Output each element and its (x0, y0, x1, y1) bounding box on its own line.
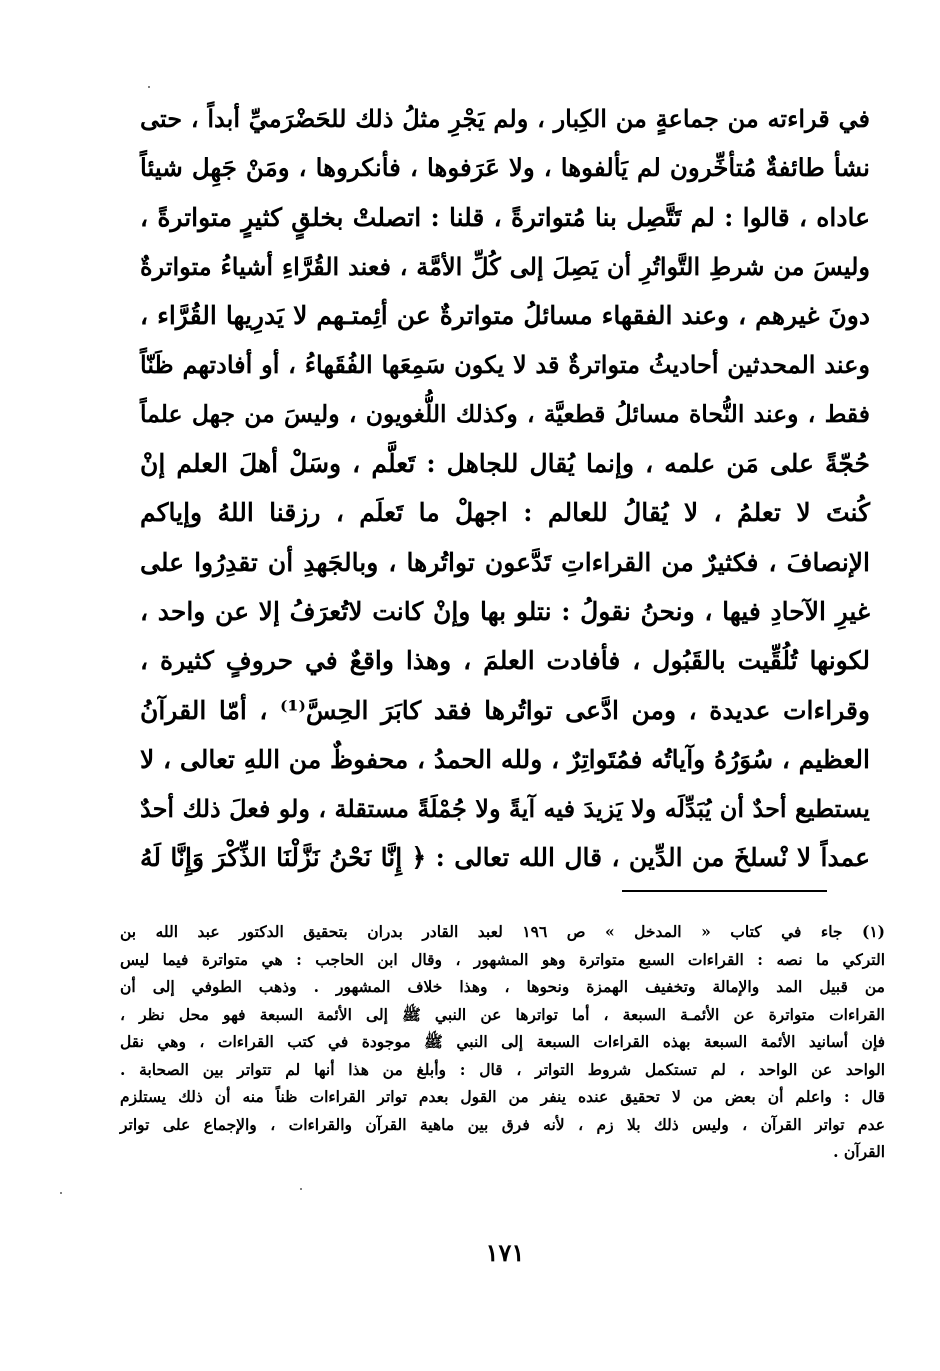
body-line: غيرِ الآحادِ فيها ، ونحنُ نقولُ : نتلو بها وإنْ كانت لاتُعرَفُ إلا عن واحد ، (140, 596, 870, 626)
body-line: دونَ غيرهم ، وعند الفقهاء مسائلُ متواترةٌ عن أئِمتـهم لا يَدرِيها القُرَّاء ، (140, 301, 870, 331)
body-line: كُنتَ لا تعلمُ ، لا يُقالُ للعالم : اجهلْ ما تَعلَم ، رزقنا اللهُ وإياكم (140, 498, 870, 528)
page-number: ١٧١ (485, 1238, 525, 1267)
body-line: وليسَ من شرطِ التَّواتُرِ أن يَصِلَ إلى كُلِّ الأمَّة ، فعند القُرَّاءِ أشياءُ متواترةٌ (140, 251, 870, 281)
body-line: في قراءته من جماعةٍ من الكِبار ، ولم يَجْرِ مثلُ ذلك للحَضْرَميِّ أبداً ، حتى (140, 104, 870, 133)
scan-speck (60, 1192, 62, 1194)
body-line: الإنصافَ ، فكثيرٌ من القراءاتِ تَدَّعون تواتُرها ، وبالجَهدِ أن تقدِرُوا على (140, 547, 870, 577)
body-line: حُجّةً على مَن علمه ، وإنما يُقال للجاهل : تَعلَّم ، وسَلْ أهلَ العلم إنْ (140, 449, 870, 479)
footnote-divider (622, 890, 827, 892)
footnote-line: من قبيل المد والإمالة وتخفيف الهمزة ونحوها ، وهذا خلاف المشهور . وذهب الطوفي إلى أن (120, 977, 885, 996)
footnote-line: فإن أسانيد الأئمة السبعة بهذه القراءات السبعة إلى النبي ﷺ موجودة في كتب القراءات ، وهي نقل (120, 1032, 885, 1051)
body-line: العظيم ، سُوَرُهُ وآياتُه فمُتَواتِرٌ ، ولله الحمدُ ، محفوظٌ من اللهِ تعالى ، لا (140, 744, 870, 774)
footnote-line: الواحد عن الواحد ، لم تستكمل شروط التواتر ، قال : وأبلغ من هذا أنها لم تتواتر بين الصحابة . (120, 1059, 885, 1079)
body-line: نشأ طائفةٌ مُتأخِّرون لم يَألفوها ، ولا عَرَفوها ، فأنكروها ، ومَنْ جَهِل شيئاً (140, 153, 870, 183)
body-line: يستطيع أحدٌ أن يُبَدِّلَه ولا يَزيدَ فيه آيةً ولا جُمْلَةً مستقلة ، ولو فعلَ ذلك أحدٌ (140, 794, 870, 824)
scan-speck (148, 86, 150, 88)
footnote-line: (١) جاء في كتاب « المدخل » ص ١٩٦ لعبد القادر بدران بتحقيق الدكتور عبد الله بن (120, 922, 886, 941)
footnote-line: عدم تواتر القرآن ، وليس ذلك بلا زم ، لأنه فرق بين ماهية القرآن والقراءات ، والإجماع على تواتر (120, 1114, 885, 1134)
body-line: لكونها تُلُقِّيت بالقَبُول ، فأفادت العلمَ ، وهذا واقعٌ في حروفٍ كثيرة ، (140, 646, 870, 676)
body-line: عاداه ، قالوا : لم تَتَّصِل بنا مُتواترةً ، قلنا : اتصلتْ بخلقٍ كثيرٍ متواترةً ، (140, 202, 870, 232)
main-body-text (140, 94, 870, 883)
scan-speck (300, 1188, 302, 1190)
footnote-line: قال : واعلم أن بعض من لا تحقيق عنده ينفر من القول بعدم تواتر القراءات ظناً منه أن ذلك يستلزم (120, 1087, 885, 1106)
body-line: وقراءات عديدة ، ومن ادَّعى تواتُرها فقد كابَرَ الحِسَّ⁽¹⁾ ، أمّا القرآنُ (140, 695, 871, 725)
footnotes-block (120, 918, 885, 1166)
body-line: عمداً لا نْسلخَ من الدِّين ، قال الله تعالى : ﴿ إِنَّا نَحْنُ نَزَّلْنَا الذِّكْرَ وَإِنَّا لَهُ (140, 843, 870, 873)
footnote-line: التركي ما نصه : القراءات السبع متواترة وهو المشهور ، وقال ابن الحاجب : هي متواترة فيما ليس (120, 949, 885, 969)
footnote-line: القرآن . (833, 1142, 885, 1161)
body-line: وعند المحدثين أحاديثُ متواترةٌ قد لا يكون سَمِعَها الفُقَهاءُ ، أو أفادتهم ظَنّاً (140, 350, 870, 380)
body-line: فقط ، وعند النُّحاة مسائلُ قطعيَّة ، وكذلك اللُّغويون ، وليسَ من جهل علماً (140, 399, 870, 428)
footnote-line: القراءات متواترة عن الأئمـة السبعة ، أما تواترها عن النبي ﷺ إلى الأئمة السبعة فهو محل نظر ، (120, 1004, 885, 1024)
